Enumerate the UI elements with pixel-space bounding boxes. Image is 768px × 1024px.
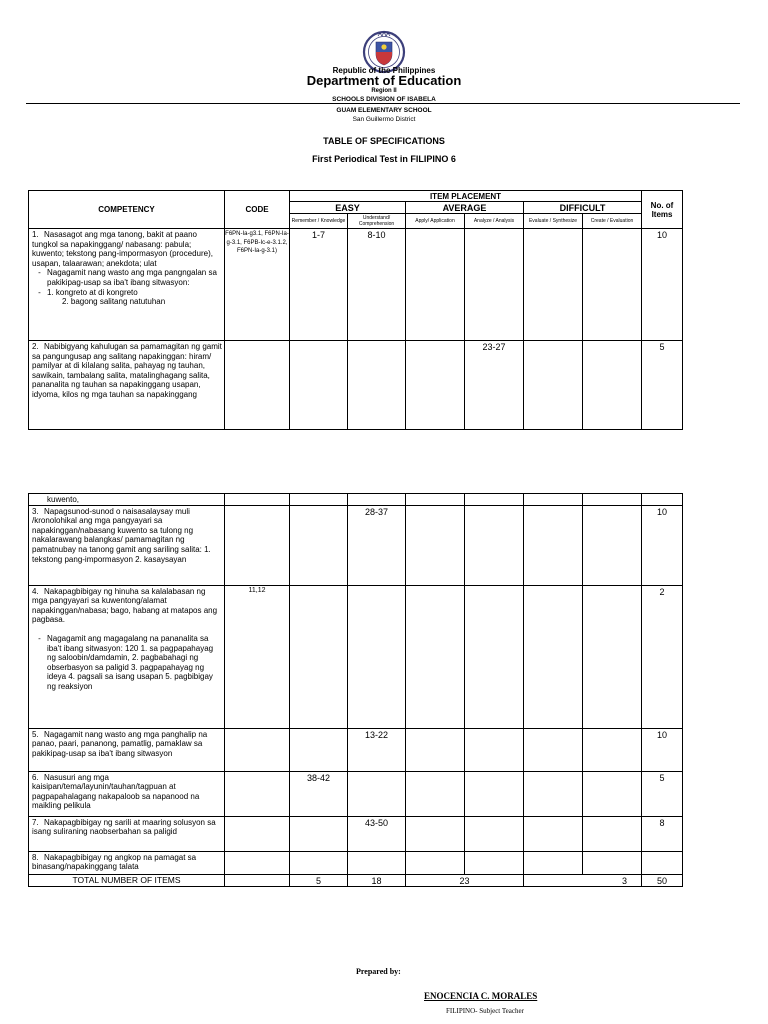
header-divider-line	[26, 103, 740, 104]
header-code: CODE	[225, 191, 290, 229]
competency-text: Napagsunod-sunod o naisasalaysay muli /kronolohikal ang mga pangyayari sa napakinggan/nabasang kuwento sa tulong ng nakalarawang balangkas/ pamamagitan ng pamatnubay na tanong gamit ang sariling salita: 1. tekstong pang-impormasyon 2. kasaysayan	[32, 506, 211, 564]
table-row	[29, 585, 683, 728]
competency-text: Nagagamit nang wasto ang mga panghalip na panao, paari, pananong, pamatlig, pamaklaw sa pakikipag-usap sa iba't ibang sitwasyon	[32, 729, 208, 758]
code-cell	[225, 728, 290, 771]
table-row	[29, 771, 683, 816]
competency-number: 8.	[32, 852, 39, 862]
competency-subtext: Nagagamit nang wasto ang mga pangngalan sa pakikipag-usap sa iba't ibang sitwasyon:	[47, 268, 217, 287]
analyze-cell	[465, 771, 524, 816]
competency-cell	[29, 341, 225, 430]
code-cell	[225, 771, 290, 816]
competency-number: 7.	[32, 817, 39, 827]
competency-text: Nasasagot ang mga tanong, bakit at paano tungkol sa napakinggang/ nabasang: pabula; kuwento; tekstong pang-impormasyon (procedure), usapan, talaarawan; anekdota; ulat	[32, 230, 213, 268]
header-evaluate: Evaluate / Synthesize	[524, 214, 583, 229]
items-cell: 10	[642, 505, 683, 585]
apply-cell	[406, 505, 465, 585]
document-title: TABLE OF SPECIFICATIONS	[323, 136, 445, 146]
header-competency: COMPETENCY	[29, 191, 225, 229]
total-remember: 5	[290, 874, 348, 886]
code-cell	[225, 341, 290, 430]
total-understand: 18	[348, 874, 406, 886]
understand-cell: 13-22	[348, 728, 406, 771]
items-cell: 10	[642, 229, 683, 341]
header-region: Region II	[371, 88, 397, 94]
evaluate-cell	[524, 229, 583, 341]
competency-subtext: 1. kongreto at di kongreto	[47, 287, 138, 297]
competency-text: Nasusuri ang mga kaisipan/tema/layunin/tauhan/tagpuan at pagpapahalagang nakapaloob sa napanood na maikling pelikula	[32, 772, 200, 811]
competency-text: kuwento,	[47, 495, 80, 504]
competency-number: 2.	[32, 342, 39, 351]
analyze-cell: 23-27	[465, 341, 524, 430]
table-row	[29, 229, 683, 341]
items-cell: 2	[642, 585, 683, 728]
teacher-position: FILIPINO- Subject Teacher	[446, 1007, 524, 1015]
apply-cell	[406, 585, 465, 728]
header-apply: Apply/ Application	[406, 214, 465, 229]
apply-cell	[406, 229, 465, 341]
evaluate-cell	[524, 505, 583, 585]
header-district: San Guillermo District	[352, 116, 416, 123]
header-republic: Republic of the Philippines	[332, 66, 436, 75]
code-cell	[225, 816, 290, 851]
header-remember: Remember / Knowledge	[290, 214, 348, 229]
items-cell: 8	[642, 816, 683, 851]
header-school: GUAM ELEMENTARY SCHOOL	[336, 107, 432, 114]
apply-cell	[406, 341, 465, 430]
create-cell	[583, 816, 642, 851]
create-cell	[583, 771, 642, 816]
competency-cell	[29, 816, 225, 851]
competency-number: 5.	[32, 729, 39, 739]
table-row	[29, 341, 683, 430]
specifications-table-part-2	[28, 493, 683, 887]
competency-cell: 4. Nakapagbibigay ng hinuha sa kalalabasan ng mga pangyayari sa kuwentong/alamat napakinggan/nabasa; bago, habang at matapos ang pagbasa. - Nagagamit ang magagalang na pananalita sa iba't ibang sitwasyon: 120 1. sa pagpapahayag ng saloobin/damdamin, 2. pagbabahagi ng obserbasyon sa paligid 3. pagpapahayag ng ideya 4. pagsali sa isang usapan 5. pagbibigay ng reaksiyon	[29, 585, 225, 728]
competency-cell	[29, 771, 225, 816]
competency-number: 3.	[32, 506, 39, 516]
analyze-cell	[465, 229, 524, 341]
analyze-cell	[465, 816, 524, 851]
prepared-by-label: Prepared by:	[356, 967, 401, 976]
total-difficult: 3	[524, 874, 642, 886]
header-understand: Understand/ Comprehension	[348, 214, 406, 229]
remember-cell	[290, 585, 348, 728]
competency-text: Nakapagbibigay ng angkop na pamagat sa binasang/napakinggang talata	[32, 852, 197, 872]
items-cell: 5	[642, 771, 683, 816]
competency-number: 1.	[32, 230, 39, 239]
apply-cell	[406, 816, 465, 851]
total-items: 50	[642, 874, 683, 886]
competency-cell	[29, 494, 225, 506]
create-cell	[583, 585, 642, 728]
evaluate-cell	[524, 585, 583, 728]
competency-number: 6.	[32, 772, 39, 782]
remember-cell	[290, 728, 348, 771]
total-label: TOTAL NUMBER OF ITEMS	[29, 874, 225, 886]
header-create: Create / Evaluation	[583, 214, 642, 229]
create-cell	[583, 505, 642, 585]
header-department: Department of Education	[306, 73, 462, 88]
table-row	[29, 816, 683, 851]
header-easy: EASY	[290, 202, 406, 214]
analyze-cell	[465, 505, 524, 585]
table-row	[29, 494, 683, 506]
competency-cell	[29, 505, 225, 585]
remember-cell: 1-7	[290, 229, 348, 341]
code-cell: F6PN-Ia-g3.1, F6PN-Ia-g-3.1, F6PB-Ic-e-3.1.2, F6PN-Ia-g-3.1)	[225, 229, 290, 341]
competency-cell	[29, 728, 225, 771]
header-division: SCHOOLS DIVISION OF ISABELA	[332, 96, 436, 103]
header-difficult: DIFFICULT	[524, 202, 642, 214]
table-row	[29, 728, 683, 771]
understand-cell	[348, 771, 406, 816]
competency-number: 4.	[32, 586, 39, 596]
table-row	[29, 851, 683, 874]
competency-text: Nabibigyang kahulugan sa pamamagitan ng gamit sa pangungusap ang salitang napakinggan: hiram/ pamilyar at di kilalang salita, pahayag ng tauhan, sawikain, tambalang salita, matalinghagang salita, pananalita ng tauhan sa napakinggang usapan, idyoma, kilos ng mga tauhan sa napakinggang	[32, 342, 222, 399]
competency-subtext: 2. bagong salitang natutuhan	[62, 297, 166, 307]
competency-subtext: Nagagamit ang magagalang na pananalita sa iba't ibang sitwasyon: 120 1. sa pagpapahayag ng saloobin/damdamin, 2. pagbabahagi ng obserbasyon sa paligid 3. pagpapahayag ng ideya 4. pagsali sa isang usapan 5. pagbibigay ng reaksiyon	[47, 633, 214, 691]
evaluate-cell	[524, 341, 583, 430]
remember-cell: 38-42	[290, 771, 348, 816]
competency-text: Nakapagbibigay ng hinuha sa kalalabasan ng mga pangyayari sa kuwentong/alamat napakinggan/nabasa; bago, habang at matapos ang pagbasa.	[32, 586, 218, 625]
understand-cell	[348, 341, 406, 430]
understand-cell	[348, 585, 406, 728]
total-average: 23	[406, 874, 524, 886]
understand-cell: 28-37	[348, 505, 406, 585]
apply-cell	[406, 771, 465, 816]
analyze-cell	[465, 585, 524, 728]
header-item-placement: ITEM PLACEMENT	[290, 191, 642, 202]
document-subtitle: First Periodical Test in FILIPINO 6	[312, 154, 456, 164]
remember-cell	[290, 341, 348, 430]
competency-cell	[29, 851, 225, 874]
items-cell: 10	[642, 728, 683, 771]
remember-cell	[290, 816, 348, 851]
total-row	[29, 874, 683, 886]
understand-cell: 8-10	[348, 229, 406, 341]
remember-cell	[290, 505, 348, 585]
apply-cell	[406, 728, 465, 771]
items-cell: 5	[642, 341, 683, 430]
header-analyze: Analyze / Analysis	[465, 214, 524, 229]
code-cell: 11,12	[225, 585, 290, 728]
specifications-table-part-1	[28, 190, 683, 430]
header-no-of-items: No. of Items	[642, 191, 683, 229]
create-cell	[583, 229, 642, 341]
evaluate-cell	[524, 771, 583, 816]
analyze-cell	[465, 728, 524, 771]
evaluate-cell	[524, 816, 583, 851]
table-row	[29, 505, 683, 585]
create-cell	[583, 341, 642, 430]
understand-cell: 43-50	[348, 816, 406, 851]
code-cell	[225, 505, 290, 585]
create-cell	[583, 728, 642, 771]
teacher-name: ENOCENCIA C. MORALES	[424, 991, 538, 1001]
header-average: AVERAGE	[406, 202, 524, 214]
competency-cell: 1. Nasasagot ang mga tanong, bakit at paano tungkol sa napakinggang/ nabasang: pabula; kuwento; tekstong pang-impormasyon (procedure), usapan, talaarawan; anekdota; ulat - Nagagamit nang wasto ang mga pangngalan sa pakikipag-usap sa iba't ibang sitwasyon: - 1. kongreto at di kongreto 2. bagong salitang natutuhan	[29, 229, 225, 341]
competency-text: Nakapagbibigay ng sarili at maaring solusyon sa isang suliraning naobserbahan sa paligid	[32, 817, 216, 837]
evaluate-cell	[524, 728, 583, 771]
